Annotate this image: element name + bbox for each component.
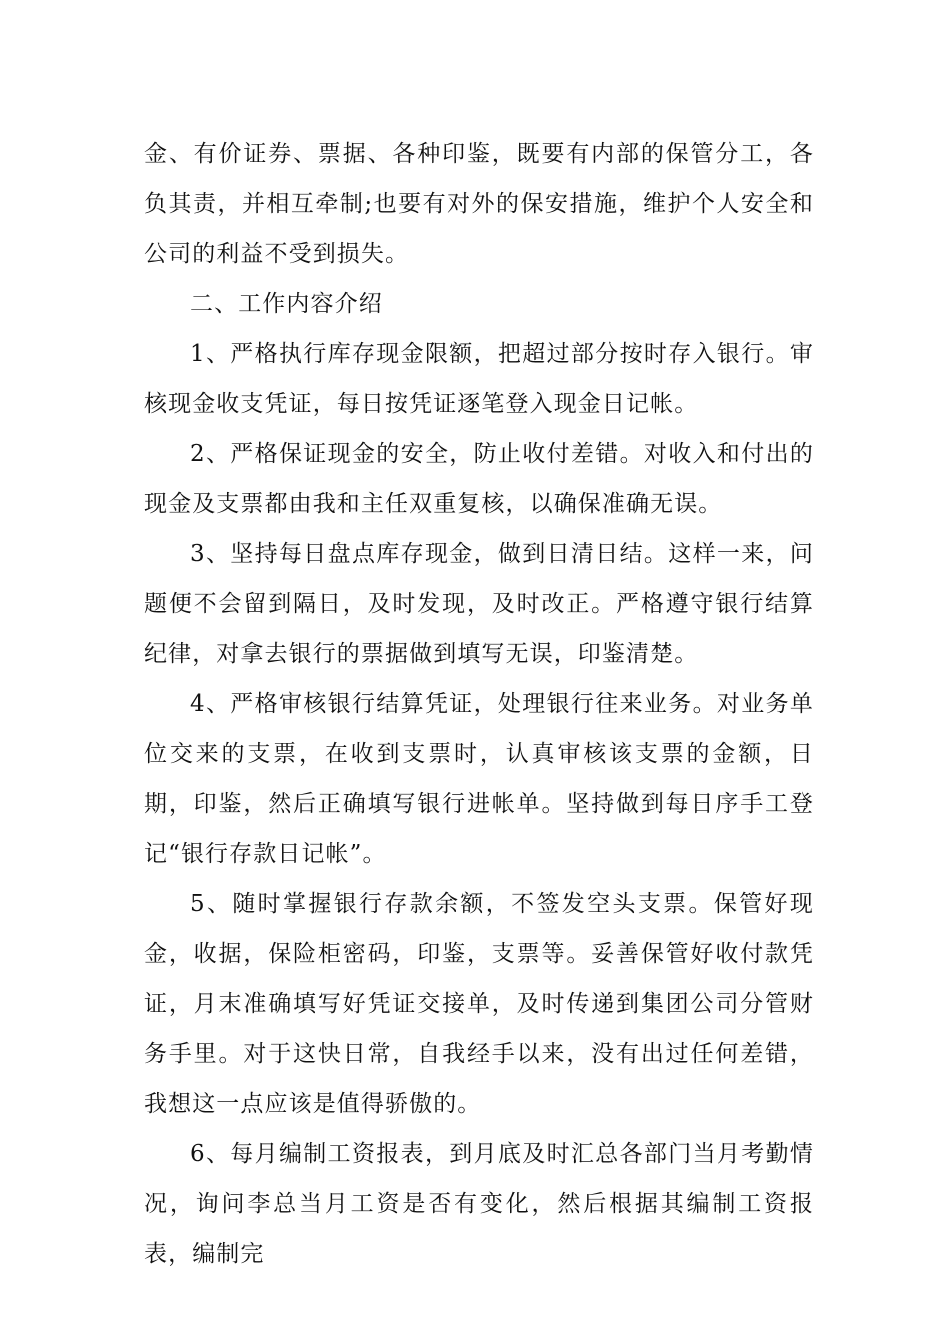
paragraph-continuation: 金、有价证券、票据、各种印鉴，既要有内部的保管分工，各负其责，并相互牵制;也要有对外的保安措施，维护个人安全和公司的利益不受到损失。 (144, 141, 814, 267)
section-heading: 二、工作内容介绍 (190, 291, 383, 317)
paragraph-item-5: 5、随时掌握银行存款余额，不签发空头支票。保管好现金，收据，保险柜密码，印鉴，支票等。妥善保管好收付款凭证，月末准确填写好凭证交接单，及时传递到集团公司分管财务手里。对于这快日常，自我经手以来，没有出过任何差错，我想这一点应该是值得骄傲的。 (144, 891, 814, 1117)
paragraph-item-2: 2、严格保证现金的安全，防止收付差错。对收入和付出的现金及支票都由我和主任双重复核，以确保准确无误。 (144, 441, 814, 517)
paragraph-item-4: 4、严格审核银行结算凭证，处理银行往来业务。对业务单位交来的支票，在收到支票时，认真审核该支票的金额，日期，印鉴，然后正确填写银行进帐单。坚持做到每日序手工登记“银行存款日记帐”。 (144, 691, 814, 867)
paragraph-item-6: 6、每月编制工资报表，到月底及时汇总各部门当月考勤情况，询问李总当月工资是否有变化，然后根据其编制工资报表，编制完 (144, 1141, 814, 1267)
paragraph-item-1: 1、严格执行库存现金限额，把超过部分按时存入银行。审核现金收支凭证，每日按凭证逐笔登入现金日记帐。 (144, 341, 814, 417)
paragraph-item-3: 3、坚持每日盘点库存现金，做到日清日结。这样一来，问题便不会留到隔日，及时发现，及时改正。严格遵守银行结算纪律，对拿去银行的票据做到填写无误，印鉴清楚。 (144, 541, 814, 667)
document-body (144, 129, 814, 1279)
